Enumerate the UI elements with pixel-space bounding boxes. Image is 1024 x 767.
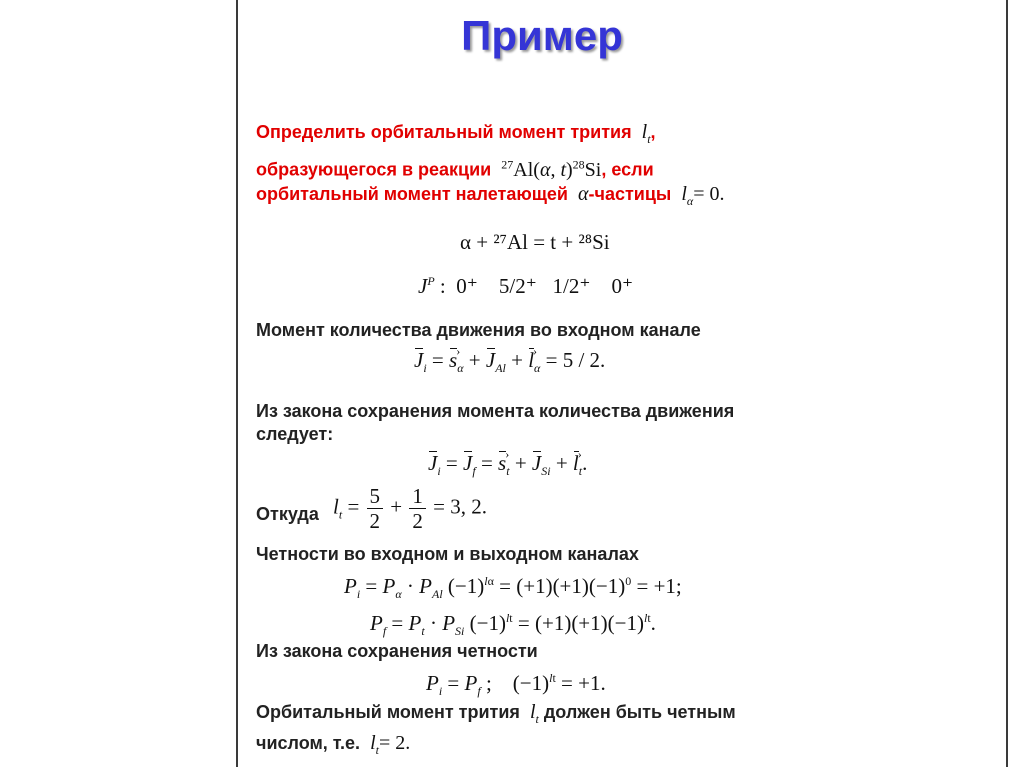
formula-lt: $l_t$ [636, 121, 651, 146]
left-border-line [236, 0, 238, 767]
conclusion-line-2 [256, 732, 410, 761]
conclusion-text-2: числом, т.е. [256, 733, 361, 753]
conservation-heading: Из закона сохранения момента количества движения [256, 401, 735, 421]
parities-heading: Четности во входном и выходном каналах [256, 544, 639, 564]
problem-text-2-tail: , если [601, 159, 654, 180]
formula-lt-result: = 3, 2. [433, 494, 487, 519]
formula-lt-final: = 2. [378, 732, 411, 754]
spin-parity-row: $J^P$ : 0⁺ 5/2⁺ 1/2⁺ 0⁺ [418, 274, 634, 298]
formula-ji: $J_i = s$ $›_\alpha + J_{Al} + l$ $›_\alpha = 5 / 2$. [414, 347, 605, 381]
conclusion-text-1-tail: должен быть четным [543, 702, 736, 722]
jp-al: 5/2⁺ [498, 274, 537, 298]
formula-parity-equality: $P_i = P_f$ ; $(-1)^{lt} = +1$. [426, 671, 606, 699]
parity-conservation-heading: Из закона сохранения четности [256, 641, 538, 661]
problem-text-3: орбитальный момент налетающей [256, 184, 568, 204]
reaction-equation: α + ²⁷Al = t + ²⁸Si [460, 230, 610, 254]
problem-line-1: Определить орбитальный момент трития $l_t$, [256, 121, 656, 146]
formula-ji-result: = 5 / 2. [545, 348, 606, 372]
problem-line-3 [256, 183, 724, 212]
problem-text-3-tail: -частицы [588, 184, 672, 204]
problem-text-1: Определить орбитальный момент трития [256, 122, 632, 142]
formula-lalpha: $l_\alpha$ [676, 183, 694, 208]
jp-si: 0⁺ [611, 274, 634, 298]
formula-jf: $J_i = J_f = s$ $›_t + J_{Si} + l$ $›_t$. [428, 450, 587, 484]
formula-lalpha-value: = 0. [693, 183, 725, 205]
formula-pf-result: = (+1)(+1)(−1) [517, 611, 644, 635]
problem-line-2 [256, 153, 654, 181]
problem-text-2: образующегося в реакции [256, 159, 492, 180]
formula-parity-tail: = +1. [561, 671, 606, 695]
formula-lt-3: $l_t$ [365, 732, 379, 757]
jp-alpha: 0⁺ [456, 274, 478, 298]
formula-lt-2: $l_t$ [524, 701, 539, 726]
formula-pf: $P_f = P_t \cdot P_{Si}$ $(-1)^{lt} = (+1)(+1)(-1)^{lt}$. [370, 611, 656, 639]
follows-text: следует: [256, 424, 334, 444]
hence-text: Откуда [256, 504, 319, 524]
input-channel-heading: Момент количества движения во входном канале [256, 320, 701, 340]
formula-lt-value: $l_t$ = $\frac{5}{2}$ + $\frac{1}{2}$ = 3, 2. [333, 484, 487, 533]
formula-pi-result: = (+1)(+1)(−1) [499, 574, 626, 598]
jp-t: 1/2⁺ [552, 274, 591, 298]
formula-pi-tail: = +1; [636, 574, 682, 598]
formula-reaction: $^{27}$Al(α, t)$^{28}$Si [501, 157, 602, 181]
jp-label: J [418, 274, 428, 298]
formula-alpha: α [573, 183, 589, 205]
conclusion-line-1 [256, 701, 736, 730]
conclusion-text-1: Орбитальный момент трития [256, 702, 520, 722]
right-border-line [1006, 0, 1008, 767]
page-title: Пример [461, 12, 623, 59]
formula-pi: $P_i = P_\alpha \cdot P_{Al}$ $(-1)^{l\alpha} = (+1)(+1)(-1)^0 = +1$; [344, 574, 682, 602]
